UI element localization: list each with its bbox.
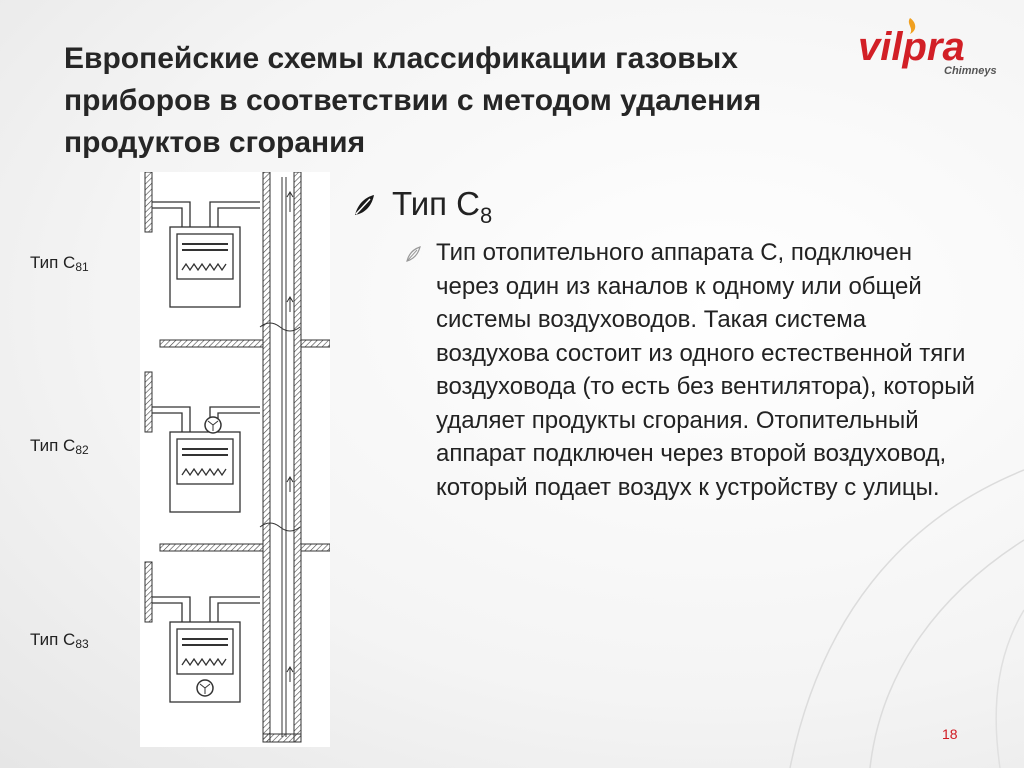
svg-text:Chimneys: Chimneys [944, 65, 997, 77]
leaf-bullet-icon [352, 193, 376, 217]
bullet-body-text: Тип отопительного аппарата С, подключен через один из каналов к одному или общей системы воздуховодов. Такая система воздухова состоит из одного естественной тяги воздуховода (то есть без вентилятора), который удаляет продукты сгорания. Отопительный аппарат подключен через второй воздуховод, который подает воздух к устройству с улицы. [436, 239, 975, 501]
label-c81: Тип $С_{81}$ [30, 253, 89, 274]
label-c82: Тип $С_{82}$ [30, 436, 89, 457]
bullet-heading: Тип $С_8$ [392, 185, 493, 228]
page-number: 18 [942, 726, 958, 742]
slide-title: Европейские схемы классификации газовых приборов в соответствии с методом удаления продуктов сгорания [64, 42, 762, 159]
label-c83: Тип $С_{83}$ [30, 630, 89, 651]
c8-installation-diagram [140, 172, 330, 747]
vilpra-logo [852, 10, 1022, 80]
leaf-sub-bullet-icon [405, 246, 421, 262]
svg-text:vilpra: vilpra [858, 25, 965, 69]
